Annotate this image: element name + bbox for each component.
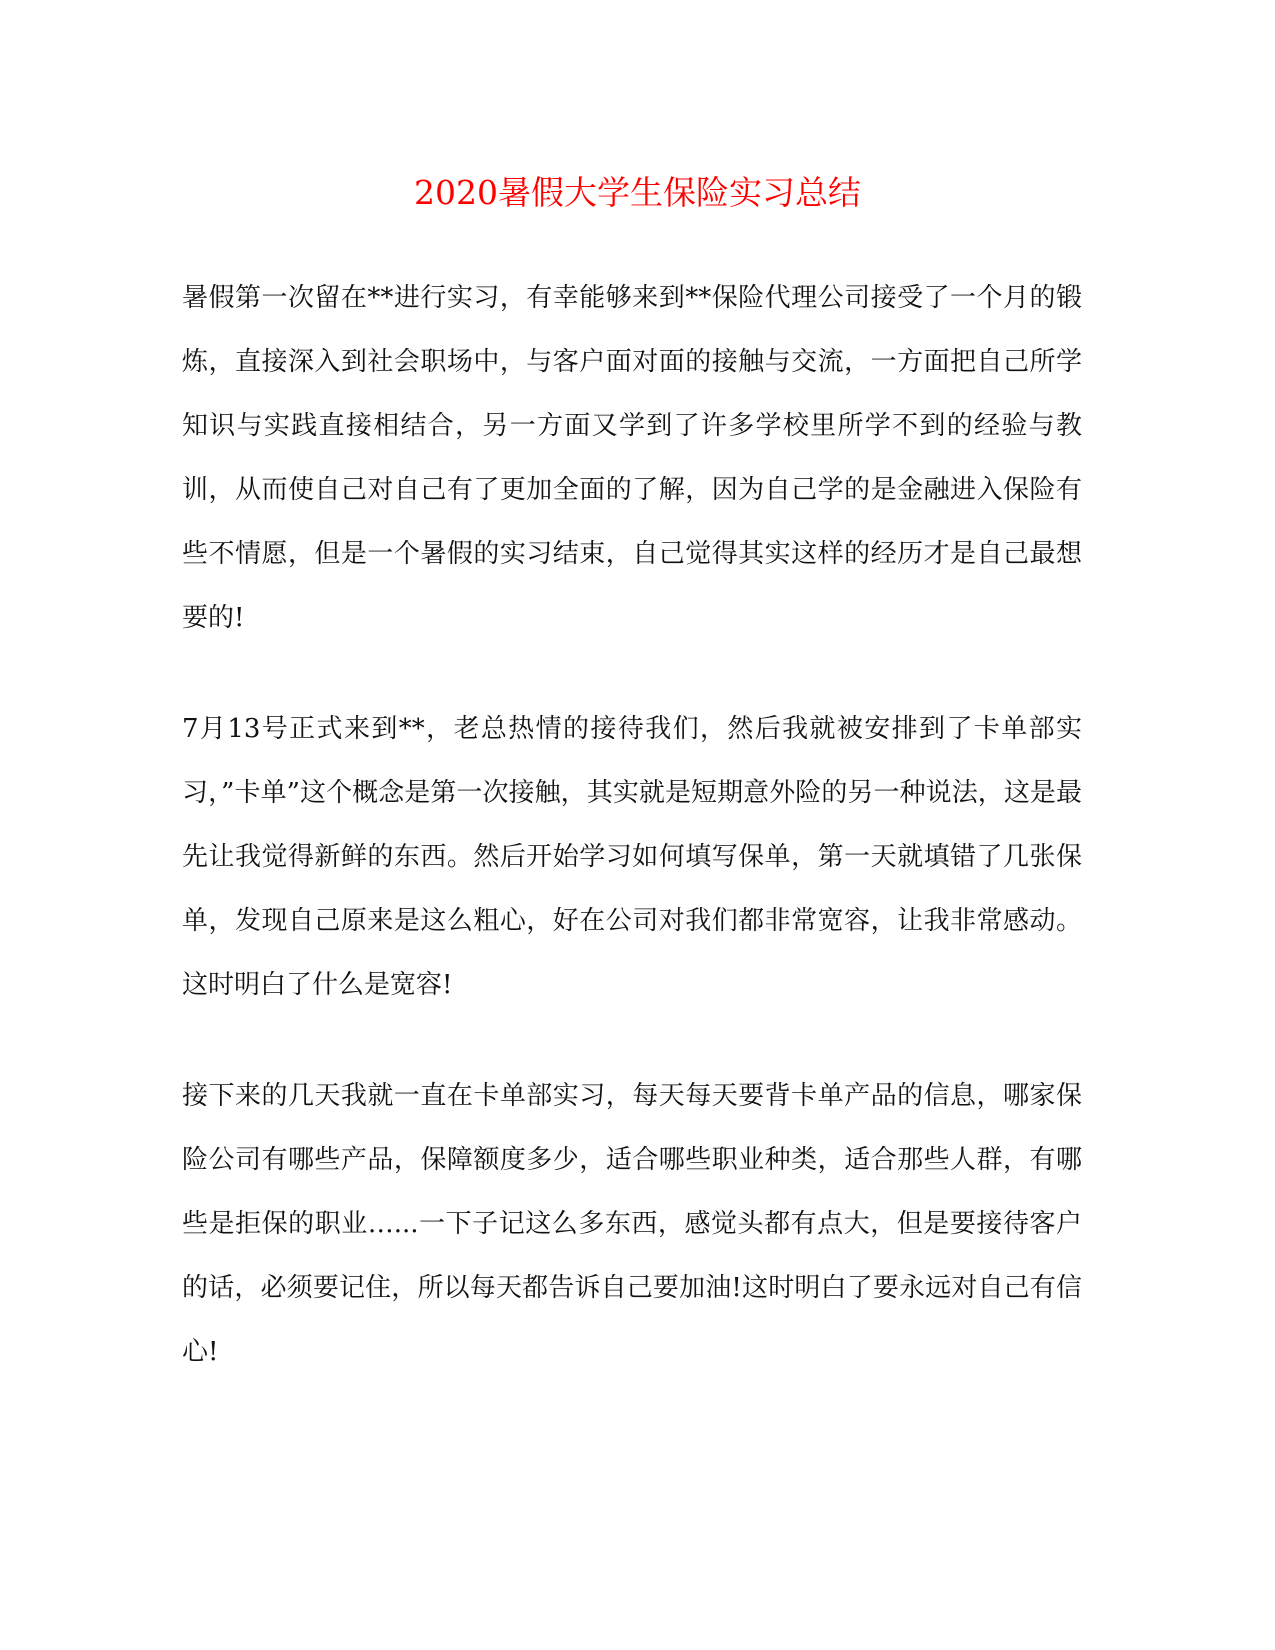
paragraph-block-3: [182, 1064, 1082, 1384]
document-title: 2020暑假大学生保险实习总结: [414, 173, 861, 212]
paragraph-block-2: [182, 697, 1082, 1017]
paragraph: 暑假第一次留在**进行实习，有幸能够来到**保险代理公司接受了一个月的锻炼，直接深入到社会职场中，与客户面对面的接触与交流，一方面把自己所学知识与实践直接相结合，另一方面又学到了许多学校里所学不到的经验与教训，从而使自己对自己有了更加全面的了解，因为自己学的是金融进入保险有些不情愿，但是一个暑假的实习结束，自己觉得其实这样的经历才是自己最想要的!: [182, 283, 1082, 633]
paragraph: 接下来的几天我就一直在卡单部实习，每天每天要背卡单产品的信息，哪家保险公司有哪些产品，保障额度多少，适合哪些职业种类，适合那些人群，有哪些是拒保的职业…...一下子记这么多东西，感觉头都有点大，但是要接待客户的话，必须要记住，所以每天都告诉自己要加油!这时明白了要永远对自己有信心!: [182, 1081, 1082, 1367]
paragraph-block-1: [182, 266, 1082, 650]
paragraph: 7月13号正式来到**，老总热情的接待我们，然后我就被安排到了卡单部实习，”卡单”这个概念是第一次接触，其实就是短期意外险的另一种说法，这是最先让我觉得新鲜的东西。然后开始学习如何填写保单，第一天就填错了几张保单，发现自己原来是这么粗心，好在公司对我们都非常宽容，让我非常感动。这时明白了什么是宽容!: [182, 714, 1082, 1000]
